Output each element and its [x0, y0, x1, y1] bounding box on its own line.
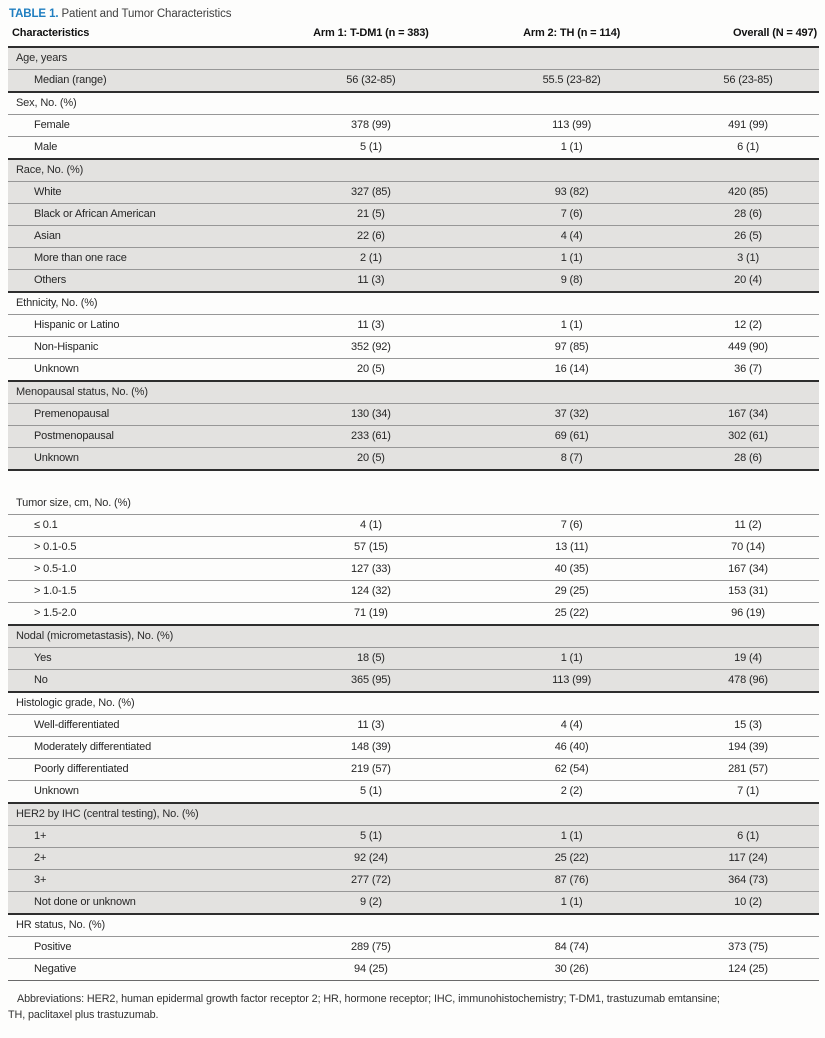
row-value: 2 (2): [466, 781, 677, 804]
section-label: Histologic grade, No. (%): [8, 692, 819, 715]
section-label: HR status, No. (%): [8, 914, 819, 937]
row-value: 5 (1): [276, 137, 467, 160]
row-value: 281 (57): [677, 759, 819, 781]
table-row: [8, 448, 819, 471]
row-value: 10 (2): [677, 892, 819, 915]
row-value: 92 (24): [276, 848, 467, 870]
row-value: 20 (4): [677, 270, 819, 293]
row-label: Unknown: [8, 448, 276, 471]
row-value: 8 (7): [466, 448, 677, 471]
row-value: 1 (1): [466, 248, 677, 270]
row-value: 6 (1): [677, 137, 819, 160]
table-number-label: TABLE 1.: [9, 8, 59, 20]
table-row: [8, 426, 819, 448]
row-value: 289 (75): [276, 937, 467, 959]
table-row: [8, 892, 819, 915]
row-value: 11 (3): [276, 315, 467, 337]
row-label: > 1.5-2.0: [8, 603, 276, 626]
row-value: 9 (2): [276, 892, 467, 915]
row-value: 55.5 (23-82): [466, 70, 677, 93]
table-row: [8, 759, 819, 781]
section-header-row: [8, 381, 819, 404]
row-value: 491 (99): [677, 115, 819, 137]
row-value: 113 (99): [466, 115, 677, 137]
row-value: 18 (5): [276, 648, 467, 670]
row-label: Not done or unknown: [8, 892, 276, 915]
table-caption: Patient and Tumor Characteristics: [61, 8, 232, 20]
row-value: 13 (11): [466, 537, 677, 559]
row-value: 36 (7): [677, 359, 819, 382]
column-header-arm1: Arm 1: T-DM1 (n = 383): [276, 26, 467, 47]
row-label: Black or African American: [8, 204, 276, 226]
section-header-row: [8, 292, 819, 315]
row-label: Unknown: [8, 359, 276, 382]
row-label: 3+: [8, 870, 276, 892]
column-header-characteristics: Characteristics: [8, 26, 276, 47]
row-label: Non-Hispanic: [8, 337, 276, 359]
row-value: 1 (1): [466, 826, 677, 848]
row-value: 2 (1): [276, 248, 467, 270]
row-label: More than one race: [8, 248, 276, 270]
row-value: 28 (6): [677, 204, 819, 226]
row-value: 4 (4): [466, 715, 677, 737]
row-value: 352 (92): [276, 337, 467, 359]
row-value: 302 (61): [677, 426, 819, 448]
table-row: [8, 937, 819, 959]
row-value: 46 (40): [466, 737, 677, 759]
table-row: [8, 870, 819, 892]
row-value: 56 (32-85): [276, 70, 467, 93]
footnote-line-2: TH, paclitaxel plus trastuzumab.: [8, 1009, 159, 1021]
row-value: 29 (25): [466, 581, 677, 603]
table-row: [8, 337, 819, 359]
row-value: 25 (22): [466, 848, 677, 870]
table-row: [8, 581, 819, 603]
row-label: Asian: [8, 226, 276, 248]
row-value: 449 (90): [677, 337, 819, 359]
table-row: [8, 315, 819, 337]
row-value: 57 (15): [276, 537, 467, 559]
row-value: 5 (1): [276, 781, 467, 804]
column-header-row: [8, 26, 819, 47]
row-value: 4 (1): [276, 515, 467, 537]
section-header-row: [8, 692, 819, 715]
row-value: 167 (34): [677, 559, 819, 581]
row-value: 56 (23-85): [677, 70, 819, 93]
row-value: 28 (6): [677, 448, 819, 471]
row-label: No: [8, 670, 276, 693]
row-label: 1+: [8, 826, 276, 848]
row-value: 233 (61): [276, 426, 467, 448]
table-row: [8, 826, 819, 848]
footnote-line-1: Abbreviations: HER2, human epidermal growth factor receptor 2; HR, hormone receptor; IHC, immunohistochemistry; T-DM1, trastuzumab emtansine;: [17, 993, 720, 1005]
table-row: [8, 359, 819, 382]
row-value: 62 (54): [466, 759, 677, 781]
row-value: 97 (85): [466, 337, 677, 359]
table-body: [8, 47, 819, 981]
row-value: 7 (1): [677, 781, 819, 804]
row-value: 11 (3): [276, 270, 467, 293]
row-label: Unknown: [8, 781, 276, 804]
table-row: [8, 537, 819, 559]
column-header-arm2: Arm 2: TH (n = 114): [466, 26, 677, 47]
section-header-row: [8, 159, 819, 182]
row-value: 3 (1): [677, 248, 819, 270]
table-title: [9, 7, 819, 21]
row-label: Positive: [8, 937, 276, 959]
section-label: Menopausal status, No. (%): [8, 381, 819, 404]
row-value: 117 (24): [677, 848, 819, 870]
row-value: 364 (73): [677, 870, 819, 892]
row-label: > 1.0-1.5: [8, 581, 276, 603]
row-value: 327 (85): [276, 182, 467, 204]
section-header-row: [8, 803, 819, 826]
row-value: 113 (99): [466, 670, 677, 693]
row-label: > 0.5-1.0: [8, 559, 276, 581]
table-row: [8, 248, 819, 270]
table-row: [8, 226, 819, 248]
section-header-row: [8, 914, 819, 937]
row-value: 1 (1): [466, 892, 677, 915]
table-row: [8, 959, 819, 981]
row-value: 20 (5): [276, 359, 467, 382]
section-label: Race, No. (%): [8, 159, 819, 182]
row-value: 21 (5): [276, 204, 467, 226]
section-label: Ethnicity, No. (%): [8, 292, 819, 315]
table-row: [8, 848, 819, 870]
row-value: 69 (61): [466, 426, 677, 448]
row-value: 11 (3): [276, 715, 467, 737]
row-value: 378 (99): [276, 115, 467, 137]
row-value: 12 (2): [677, 315, 819, 337]
row-value: 219 (57): [276, 759, 467, 781]
row-value: 84 (74): [466, 937, 677, 959]
row-value: 5 (1): [276, 826, 467, 848]
row-value: 1 (1): [466, 315, 677, 337]
row-value: 40 (35): [466, 559, 677, 581]
row-value: 4 (4): [466, 226, 677, 248]
row-value: 124 (32): [276, 581, 467, 603]
row-label: Well-differentiated: [8, 715, 276, 737]
section-label: HER2 by IHC (central testing), No. (%): [8, 803, 819, 826]
table-row: [8, 737, 819, 759]
section-label: Tumor size, cm, No. (%): [8, 493, 819, 515]
row-label: Male: [8, 137, 276, 160]
section-header-row: [8, 47, 819, 70]
row-value: 420 (85): [677, 182, 819, 204]
row-label: Female: [8, 115, 276, 137]
section-header-row: [8, 92, 819, 115]
row-value: 20 (5): [276, 448, 467, 471]
row-value: 37 (32): [466, 404, 677, 426]
section-gap-cell: [8, 470, 819, 493]
row-value: 478 (96): [677, 670, 819, 693]
table-row: [8, 182, 819, 204]
row-value: 11 (2): [677, 515, 819, 537]
row-label: ≤ 0.1: [8, 515, 276, 537]
section-label: Nodal (micrometastasis), No. (%): [8, 625, 819, 648]
column-header-overall: Overall (N = 497): [677, 26, 819, 47]
section-label: Age, years: [8, 47, 819, 70]
row-value: 94 (25): [276, 959, 467, 981]
row-label: Postmenopausal: [8, 426, 276, 448]
patient-characteristics-table: [8, 26, 819, 981]
row-label: White: [8, 182, 276, 204]
row-label: Moderately differentiated: [8, 737, 276, 759]
abbreviations-footnote: [8, 991, 819, 1023]
row-label: 2+: [8, 848, 276, 870]
table-row: [8, 204, 819, 226]
row-label: Negative: [8, 959, 276, 981]
row-value: 9 (8): [466, 270, 677, 293]
table-row: [8, 404, 819, 426]
row-value: 194 (39): [677, 737, 819, 759]
row-label: Hispanic or Latino: [8, 315, 276, 337]
row-value: 6 (1): [677, 826, 819, 848]
table-row: [8, 781, 819, 804]
row-value: 1 (1): [466, 137, 677, 160]
section-gap: [8, 470, 819, 493]
table-row: [8, 270, 819, 293]
row-value: 373 (75): [677, 937, 819, 959]
row-value: 130 (34): [276, 404, 467, 426]
row-value: 30 (26): [466, 959, 677, 981]
row-value: 22 (6): [276, 226, 467, 248]
row-value: 167 (34): [677, 404, 819, 426]
row-label: Premenopausal: [8, 404, 276, 426]
row-value: 87 (76): [466, 870, 677, 892]
row-label: Median (range): [8, 70, 276, 93]
row-value: 71 (19): [276, 603, 467, 626]
row-value: 19 (4): [677, 648, 819, 670]
table-row: [8, 559, 819, 581]
table-row: [8, 70, 819, 93]
table-row: [8, 137, 819, 160]
row-value: 93 (82): [466, 182, 677, 204]
row-value: 124 (25): [677, 959, 819, 981]
row-value: 26 (5): [677, 226, 819, 248]
row-value: 15 (3): [677, 715, 819, 737]
row-value: 153 (31): [677, 581, 819, 603]
table-row: [8, 715, 819, 737]
row-value: 25 (22): [466, 603, 677, 626]
row-label: Poorly differentiated: [8, 759, 276, 781]
row-label: > 0.1-0.5: [8, 537, 276, 559]
section-header-row: [8, 625, 819, 648]
section-header-row: [8, 493, 819, 515]
row-value: 1 (1): [466, 648, 677, 670]
row-value: 277 (72): [276, 870, 467, 892]
row-label: Yes: [8, 648, 276, 670]
section-label: Sex, No. (%): [8, 92, 819, 115]
row-value: 96 (19): [677, 603, 819, 626]
row-value: 365 (95): [276, 670, 467, 693]
row-value: 148 (39): [276, 737, 467, 759]
row-value: 7 (6): [466, 204, 677, 226]
row-value: 70 (14): [677, 537, 819, 559]
row-label: Others: [8, 270, 276, 293]
table-row: [8, 648, 819, 670]
table-row: [8, 115, 819, 137]
row-value: 16 (14): [466, 359, 677, 382]
row-value: 7 (6): [466, 515, 677, 537]
table-row: [8, 670, 819, 693]
row-value: 127 (33): [276, 559, 467, 581]
table-row: [8, 515, 819, 537]
table-row: [8, 603, 819, 626]
